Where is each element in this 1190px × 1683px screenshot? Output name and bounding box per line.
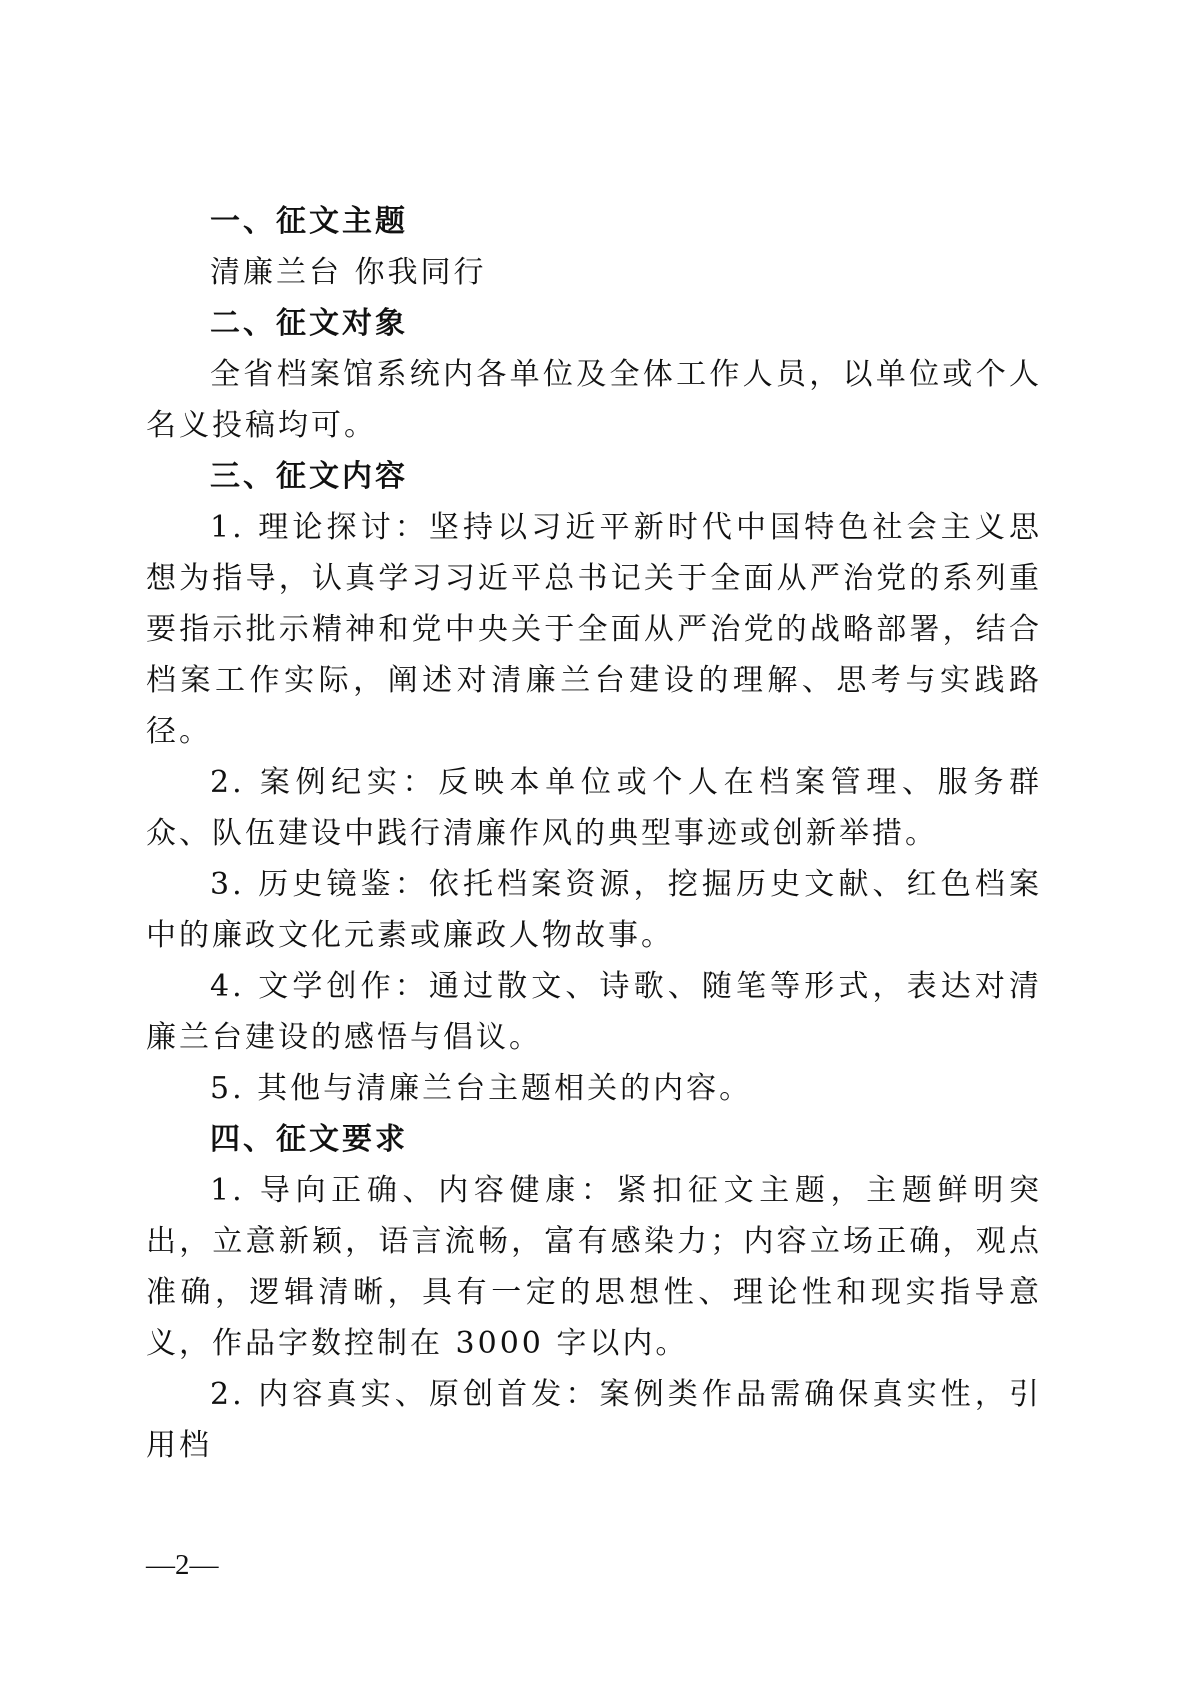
section-heading-audience: 二、征文对象 (210, 306, 408, 341)
section-heading-requirements: 四、征文要求 (210, 1122, 408, 1157)
content-item-history: 3. 历史镜鉴：依托档案资源，挖掘历史文献、红色档案中的廉政文化元素或廉政人物故事。 (146, 867, 1042, 953)
section-heading-content: 三、征文内容 (210, 459, 408, 494)
content-item-other: 5. 其他与清廉兰台主题相关的内容。 (210, 1071, 753, 1106)
section-heading-theme: 一、征文主题 (210, 204, 408, 239)
content-item-literature: 4. 文学创作：通过散文、诗歌、随笔等形式，表达对清廉兰台建设的感悟与倡议。 (146, 969, 1042, 1055)
audience-paragraph: 全省档案馆系统内各单位及全体工作人员，以单位或个人名义投稿均可。 (146, 357, 1042, 443)
requirement-item-orientation: 1. 导向正确、内容健康：紧扣征文主题，主题鲜明突出，立意新颖，语言流畅，富有感染力；内容立场正确，观点准确，逻辑清晰，具有一定的思想性、理论性和现实指导意义，作品字数控制在 3000 字以内。 (146, 1173, 1042, 1361)
document-body (146, 196, 1042, 1471)
content-item-case: 2. 案例纪实：反映本单位或个人在档案管理、服务群众、队伍建设中践行清廉作风的典型事迹或创新举措。 (146, 765, 1042, 851)
page-number: —2— (146, 1549, 219, 1581)
requirement-item-originality: 2. 内容真实、原创首发：案例类作品需确保真实性，引用档 (146, 1377, 1042, 1463)
theme-paragraph: 清廉兰台 你我同行 (210, 255, 487, 290)
content-item-theory: 1. 理论探讨：坚持以习近平新时代中国特色社会主义思想为指导，认真学习习近平总书记关于全面从严治党的系列重要指示批示精神和党中央关于全面从严治党的战略部署，结合档案工作实际，阐述对清廉兰台建设的理解、思考与实践路径。 (146, 510, 1042, 749)
